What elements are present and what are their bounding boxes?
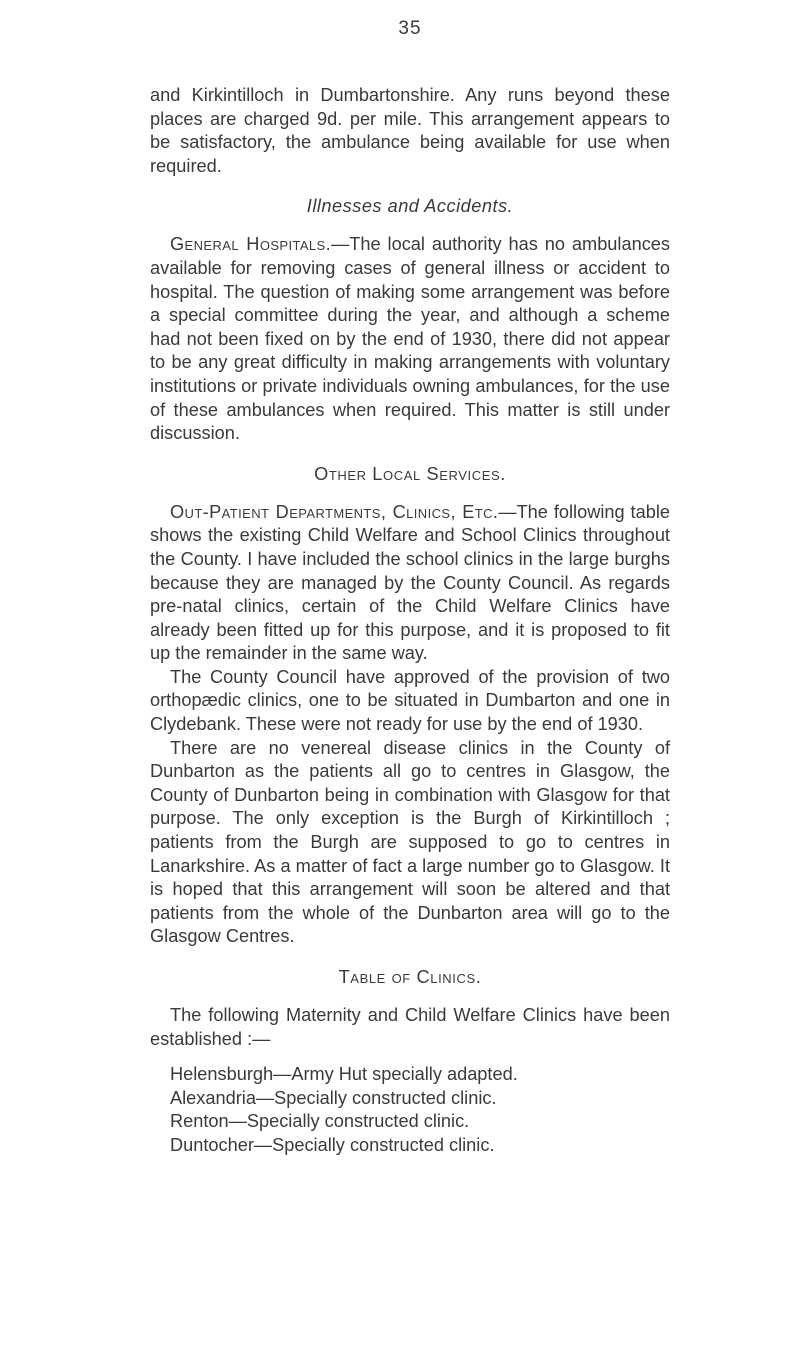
table-intro: The following Maternity and Child Welfare Clinics have been established :— (150, 1005, 670, 1049)
out-patient-text: —The following table shows the existing Child Welfare and School Clinics throughout the County. I have included the school clinics in the large burghs because they are managed by the County Council. As regards pre-natal clinics, certain of the Child Welfare Clinics have already been fitted up for this purpose, and it is proposed to fit up the remainder in the same way. (150, 501, 670, 664)
intro-paragraph: and Kirkintilloch in Dumbartonshire. Any runs beyond these places are charged 9d. per mile. This arrangement appears to be satisfactory, the ambulance being available for use when required. (150, 85, 670, 176)
other-services-heading: Other Local Services. (314, 463, 506, 484)
page-number: 35 (398, 18, 422, 39)
orthopaedic-paragraph: The County Council have approved of the provision of two orthopædic clinics, one to be situated in Dumbarton and one in Clydebank. These were not ready for use by the end of 1930. (150, 666, 670, 735)
list-item: Renton—Specially constructed clinic. (170, 1111, 470, 1132)
venereal-paragraph: There are no venereal disease clinics in the County of Dunbarton as the patients all go to centres in Glasgow, the County of Dunbarton being in combination with Glasgow for that purpose. The only exception is the Burgh of Kirkintilloch ; patients from the Burgh are supposed to go to centres in Lanarkshire. As a matter of fact a large number go to Glasgow. It is hoped that this arrangement will soon be altered and that patients from the whole of the Dunbarton area will go to the Glasgow Centres. (150, 737, 670, 947)
illnesses-heading: Illnesses and Accidents. (306, 196, 514, 217)
document-page (150, 18, 670, 1158)
list-item: Helensburgh—Army Hut specially adapted. (170, 1064, 518, 1085)
list-item: Alexandria—Specially constructed clinic. (170, 1087, 497, 1108)
out-patient-paragraph (150, 501, 670, 666)
general-hospitals-text: —The local authority has no ambulances available for removing cases of general illness or accident to hospital. The question of making some arrangement was before a special committee during the year, and although a scheme had not been fixed on by the end of 1930, there did not appear to be any great difficulty in making arrangements with voluntary institutions or private individuals owning ambulances, for the use of these ambulances when required. This matter is still under discussion. (150, 234, 670, 444)
general-hospitals-lead: General Hospitals. (170, 234, 332, 255)
clinic-list (170, 1063, 670, 1157)
list-item: Duntocher—Specially constructed clinic. (170, 1134, 495, 1155)
out-patient-lead: Out-Patient Departments, Clinics, Etc. (170, 501, 499, 522)
general-hospitals-paragraph (150, 233, 670, 445)
table-heading: Table of Clinics. (338, 967, 482, 987)
